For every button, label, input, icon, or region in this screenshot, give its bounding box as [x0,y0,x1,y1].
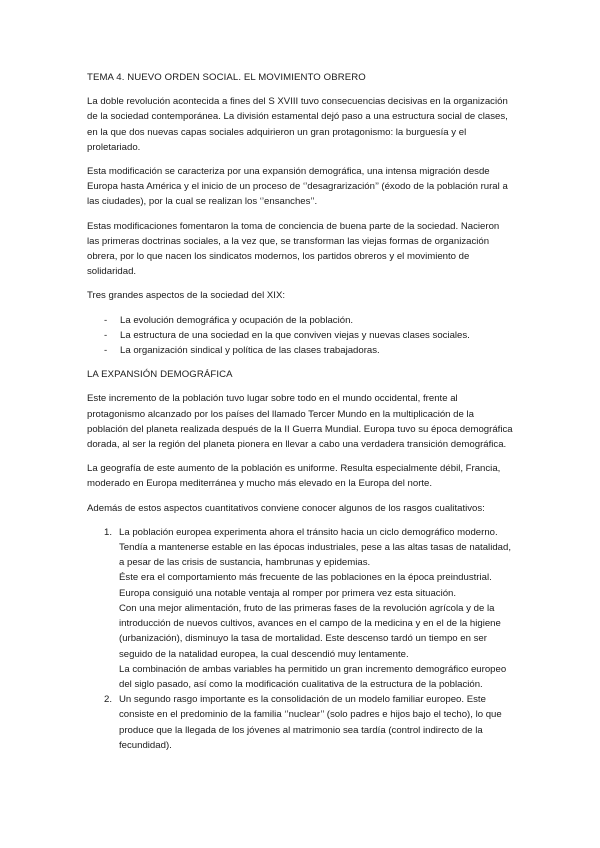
list-item [87,313,514,328]
section-heading-demographic-expansion: LA EXPANSIÓN DEMOGRÁFICA [87,369,233,381]
dash-marker: - [104,345,108,357]
list-item-text: La población europea experimenta ahora el tránsito hacia un ciclo demográfico moderno. Tendía a mantenerse estable en las épocas industriales, pese a las altas tasas de natalidad, a pesar de las crisis de sustancia, hambrunas y epidemias. [119,526,511,569]
paragraph-social-awareness: Estas modificaciones fomentaron la toma de conciencia de buena parte de la sociedad. Nacieron las primeras doctrinas sociales, a la vez que, se transforman las viejas formas de organización obrera, por lo que nacen los sindicatos modernos, los partidos obreros y el movimiento de solidaridad. [87,220,500,278]
list-item-text: Con una mejor alimentación, fruto de las primeras fases de la revolución agrícola y de la introducción de nuevos cultivos, avances en el campo de la medicina y en el de la higiene (urbanización), disminuyo la tasa de mortalidad. Este descenso tardó un tiempo en ser seguido de la natalidad europea, la cual descendió muy lentamente. [119,602,501,660]
dash-marker: - [104,329,108,341]
list-number: 1. [104,526,113,538]
aspects-list [87,313,514,359]
list-item-text: La evolución demográfica y ocupación de la población. [120,314,354,326]
list-item [87,343,514,358]
list-item-text: La combinación de ambas variables ha permitido un gran incremento demográfico europeo del siglo pasado, así como la modificación cualitativa de la estructura de la población. [119,663,507,690]
list-item-text: Un segundo rasgo importante es la consolidación de un modelo familiar europeo. Este consiste en el predominio de la familia ‘’nuclear’’ (solo padres e hijos bajo el techo), lo que produce que la llegada de los jóvenes al matrimonio sea tardía (control indirecto de la fecundidad). [119,694,502,751]
qualitative-traits-list [87,525,514,753]
list-item [87,692,514,753]
paragraph-growth-geography: La geografía de este aumento de la población es uniforme. Resulta especialmente débil, Francia, moderado en Europa mediterránea y mucho más elevado en la Europa del norte. [87,463,501,490]
paragraph-three-aspects-intro: Tres grandes aspectos de la sociedad del XIX: [87,290,286,302]
list-number: 2. [104,694,113,706]
list-item-text: La organización sindical y política de las clases trabajadoras. [120,345,380,357]
paragraph-dual-revolution: La doble revolución acontecida a fines del S XVIII tuvo consecuencias decisivas en la organización de la sociedad contemporánea. La división estamental dejó paso a una estructura social de clases, en la que dos nuevas capas sociales adquirieron un gran protagonismo: la burguesía y el proletariado. [87,96,508,153]
dash-marker: - [104,314,108,326]
paragraph-population-growth: Este incremento de la población tuvo lugar sobre todo en el mundo occidental, frente al protagonismo alcanzado por los países del llamado Tercer Mundo en la multiplicación de la población del planeta realizada después de la II Guerra Mundial. Europa tuvo su época demográfica dorada, al ser la región del planeta pionera en llevar a cabo una verdadera transición demográfica. [87,393,513,451]
paragraph-qualitative-intro: Además de estos aspectos cuantitativos conviene conocer algunos de los rasgos cualitativos: [87,502,485,514]
list-item [87,328,514,343]
list-item-text: Éste era el comportamiento más frecuente de las poblaciones en la época preindustrial. Europa consiguió una notable ventaja al romper por primera vez esta situación. [119,572,492,599]
paragraph-demographic-expansion: Esta modificación se caracteriza por una expansión demográfica, una intensa migración desde Europa hasta América y el inicio de un proceso de ‘’desagrarización’’ (éxodo de la población rural a las ciudades), por la cual se realizan los ‘’ensanches’’. [87,166,508,208]
list-item-text: La estructura de una sociedad en la que conviven viejas y nuevas clases sociales. [120,329,470,341]
list-item [87,525,514,692]
section-heading-new-social-order: TEMA 4. NUEVO ORDEN SOCIAL. EL MOVIMIENTO OBRERO [87,72,366,83]
